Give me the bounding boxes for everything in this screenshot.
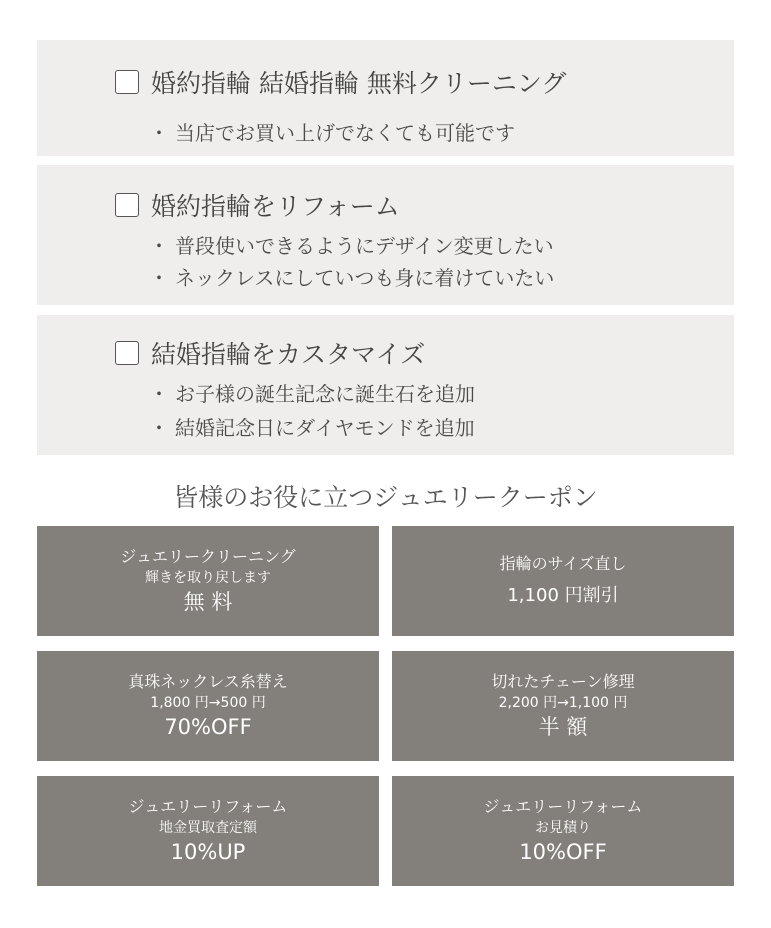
coupon-title: ジュエリーリフォーム (128, 797, 288, 816)
coupon-section-title: 皆様のお役に立つジュエリークーポン (173, 483, 598, 512)
bullet-item: ・ ネックレスにしていつも身に着けていたい (149, 266, 555, 290)
coupon-jewelry-cleaning[interactable] (37, 526, 379, 636)
bullet-item: ・ お子様の誕生記念に誕生石を追加 (149, 382, 475, 406)
bullet-dot-icon: ・ (149, 234, 169, 258)
panel-wedding-customize (37, 315, 734, 455)
coupon-subtitle: お見積り (535, 820, 591, 836)
panel-engagement-reform (37, 165, 734, 305)
coupon-offer: 10%UP (170, 840, 246, 864)
coupon-offer: 70%OFF (164, 715, 252, 739)
coupon-pearl-restring[interactable] (37, 651, 379, 761)
coupon-offer: 10%OFF (519, 840, 607, 864)
bullet-dot-icon: ・ (149, 266, 169, 290)
coupon-reform-buyback[interactable] (37, 776, 379, 886)
coupon-subtitle: 輝きを取り戻します (145, 570, 271, 586)
coupon-title: 真珠ネックレス糸替え (128, 672, 288, 691)
coupon-chain-repair[interactable] (392, 651, 734, 761)
coupon-reform-estimate[interactable] (392, 776, 734, 886)
coupon-offer: 1,100 円割引 (507, 585, 619, 606)
coupon-ring-resize[interactable] (392, 526, 734, 636)
coupon-title: ジュエリーリフォーム (483, 797, 643, 816)
bullet-dot-icon: ・ (149, 382, 169, 406)
option-title: 婚約指輪 結婚指輪 無料クリーニング (151, 69, 567, 98)
coupon-price: 2,200 円→1,100 円 (498, 695, 628, 711)
coupon-offer: 無 料 (183, 590, 233, 614)
coupon-title: 指輪のサイズ直し (499, 554, 627, 573)
coupon-title: 切れたチェーン修理 (491, 672, 635, 691)
option-row-engagement-reform[interactable] (115, 187, 400, 223)
panel-free-cleaning (37, 40, 734, 156)
bullet-item: ・ 当店でお買い上げでなくても可能です (149, 121, 515, 145)
bullet-item: ・ 普段使いできるようにデザイン変更したい (149, 234, 554, 258)
bullet-dot-icon: ・ (149, 121, 169, 145)
checkbox-icon[interactable] (115, 341, 139, 365)
checkbox-icon[interactable] (115, 70, 139, 94)
option-row-free-cleaning[interactable] (115, 64, 566, 100)
option-title: 結婚指輪をカスタマイズ (151, 340, 426, 369)
bullet-item: ・ 結婚記念日にダイヤモンドを追加 (149, 416, 475, 440)
coupon-title: ジュエリークリーニング (120, 547, 296, 566)
coupon-price: 1,800 円→500 円 (150, 695, 266, 711)
coupon-subtitle: 地金買取査定額 (159, 820, 257, 836)
option-row-wedding-customize[interactable] (115, 335, 425, 371)
option-title: 婚約指輪をリフォーム (151, 192, 400, 221)
bullet-dot-icon: ・ (149, 416, 169, 440)
checkbox-icon[interactable] (115, 193, 139, 217)
coupon-offer: 半 額 (538, 715, 588, 739)
